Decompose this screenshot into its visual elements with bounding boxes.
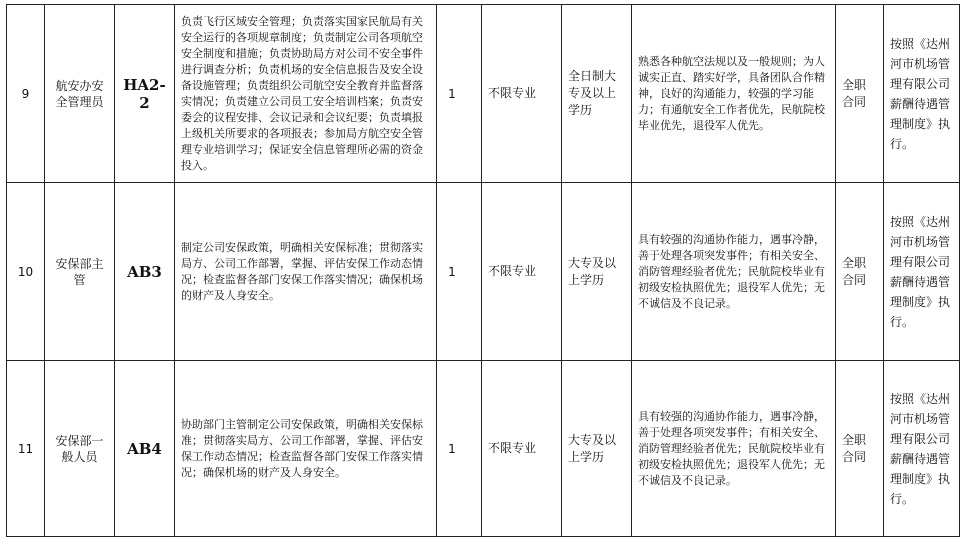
post-code: HA2-2 xyxy=(115,5,175,183)
employment-type: 全职合同 xyxy=(836,183,884,361)
salary-terms: 按照《达州河市机场管理有限公司薪酬待遇管理制度》执行。 xyxy=(884,361,960,537)
post-code: AB4 xyxy=(115,361,175,537)
table-row xyxy=(7,361,960,537)
table-row xyxy=(7,5,960,183)
other-requirements: 具有较强的沟通协作能力，遇事冷静，善于处理各项突发事件；有相关安全、消防管理经验者优先；民航院校毕业有初级安检执照优先；退役军人优先；无不诚信及不良记录。 xyxy=(632,183,836,361)
job-duties: 协助部门主管制定公司安保政策，明确相关安保标准；贯彻落实局方、公司工作部署，掌握、评估安保工作动态情况；检查监督各部门安保工作落实情况；确保机场的财产及人身安全。 xyxy=(175,361,437,537)
job-duties: 制定公司安保政策，明确相关安保标准；贯彻落实局方、公司工作部署，掌握、评估安保工作动态情况；检查监督各部门安保工作落实情况；确保机场的财产及人身安全。 xyxy=(175,183,437,361)
post-code: AB3 xyxy=(115,183,175,361)
headcount: 1 xyxy=(437,5,482,183)
job-duties: 负责飞行区域安全管理；负责落实国家民航局有关安全运行的各项规章制度；负责制定公司各项航空安全制度和措施；负责协助局方对公司不安全事件进行调查分析；负责机场的安全信息报告及安全设备设施管理；负责组织公司航空安全教育并监督落实情况；负责建立公司员工安全培训档案；负责安委会的议程安排、会议记录和会议纪要；负责填报上级机关所要求的各项报表；参加局方航空安全管理专业培训学习；保证安全信息管理所必需的资金投入。 xyxy=(175,5,437,183)
row-index: 9 xyxy=(7,5,45,183)
table-row xyxy=(7,183,960,361)
post-name: 安保部主管 xyxy=(45,183,115,361)
headcount: 1 xyxy=(437,183,482,361)
major-requirement: 不限专业 xyxy=(482,361,562,537)
education-requirement: 全日制大专及以上学历 xyxy=(562,5,632,183)
salary-terms: 按照《达州河市机场管理有限公司薪酬待遇管理制度》执行。 xyxy=(884,183,960,361)
education-requirement: 大专及以上学历 xyxy=(562,361,632,537)
major-requirement: 不限专业 xyxy=(482,5,562,183)
post-name: 安保部一般人员 xyxy=(45,361,115,537)
row-index: 10 xyxy=(7,183,45,361)
job-listing-table xyxy=(6,4,960,537)
major-requirement: 不限专业 xyxy=(482,183,562,361)
employment-type: 全职合同 xyxy=(836,5,884,183)
other-requirements: 具有较强的沟通协作能力，遇事冷静，善于处理各项突发事件；有相关安全、消防管理经验者优先；民航院校毕业有初级安检执照优先；退役军人优先；无不诚信及不良记录。 xyxy=(632,361,836,537)
salary-terms: 按照《达州河市机场管理有限公司薪酬待遇管理制度》执行。 xyxy=(884,5,960,183)
education-requirement: 大专及以上学历 xyxy=(562,183,632,361)
post-name: 航安办安全管理员 xyxy=(45,5,115,183)
row-index: 11 xyxy=(7,361,45,537)
other-requirements: 熟悉各种航空法规以及一般规则；为人诚实正直、踏实好学，具备团队合作精神，良好的沟通能力，较强的学习能力；有通航安全工作者优先，民航院校毕业优先，退役军人优先。 xyxy=(632,5,836,183)
headcount: 1 xyxy=(437,361,482,537)
employment-type: 全职合同 xyxy=(836,361,884,537)
